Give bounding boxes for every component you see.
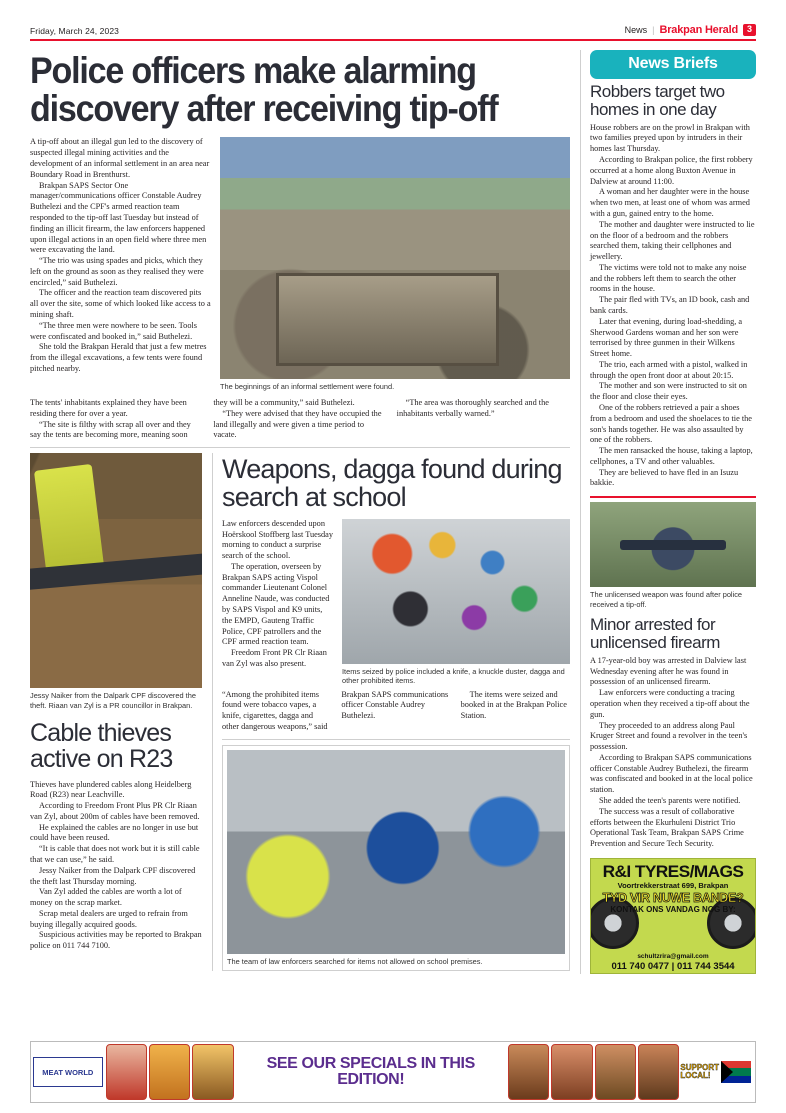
paragraph: “Among the prohibited items found were tobacco vapes, a knife, cigarettes, dagga and other dangerous weapons,” said Brakpan SAPS communications officer Constable Audrey Buthelezi.	[222, 689, 449, 732]
informal-settlement-photo	[220, 137, 570, 379]
tyres-ad-email[interactable]: schultzrira@gmail.com	[637, 952, 709, 960]
weapons-photo-block	[342, 519, 570, 686]
weapons-divider	[222, 739, 570, 740]
food-photo	[551, 1044, 592, 1100]
main-article-continuation	[30, 398, 570, 441]
food-photo	[149, 1044, 190, 1100]
briefs-divider	[590, 496, 756, 498]
paragraph: “The site is filthy with scrap all over and they say the tents are becoming more, meaning soon they will be a community,” said Buthelezi.	[30, 397, 355, 440]
lower-left-row	[30, 453, 570, 971]
publication-title: Brakpan Herald	[659, 24, 738, 36]
food-photo	[595, 1044, 636, 1100]
paragraph: A 17-year-old boy was arrested in Dalview last Wednesday evening after he was found in possession of an unlicensed firearm.	[590, 655, 747, 687]
paragraph: House robbers are on the prowl in Brakpan with two families preyed upon by intruders in their homes last Thursday.	[590, 122, 750, 154]
news-briefs-tab: News Briefs	[590, 50, 756, 79]
food-photo	[508, 1044, 549, 1100]
south-africa-flag-icon	[721, 1061, 751, 1083]
paragraph: According to Brakpan SAPS communications officer Constable Audrey Buthelezi, the firearm was confiscated and booked in at the local police station.	[590, 752, 753, 795]
paragraph: “The trio was using spades and picks, which they left on the ground as soon as they realised they were encircled,” said Buthelezi.	[30, 256, 204, 287]
main-article-col1	[30, 137, 211, 374]
paragraph: The operation, overseen by Brakpan SAPS acting Vispol commander Lieutenant Colonel Anneline Naude, was conducted by SAPS Vispol and K9 units, the EMPD, Gauteng Traffic Police, CPF patrollers and the CPF armed reaction team.	[222, 561, 330, 647]
main-content-zone	[30, 50, 570, 974]
support-local-line1: SUPPORT	[680, 1063, 720, 1072]
tyres-ad-name: R&I TYRES/MAGS	[602, 861, 744, 881]
masthead-divider: |	[652, 25, 655, 35]
weapons-article-headline: Weapons, dagga found during search at school	[222, 454, 562, 513]
tyres-ad-contact-line: KONTAK ONS VANDAG NOG BY:	[610, 905, 736, 915]
issue-date: Friday, March 24, 2023	[30, 26, 119, 36]
masthead-right	[625, 24, 756, 36]
paragraph: According to Brakpan police, the first robbery occurred at a home along Buxton Avenue in Dalview at around 11:00.	[590, 155, 753, 186]
paragraph: They are believed to have fled in an Isuzu bakkie.	[590, 467, 739, 488]
page-number-badge: 3	[743, 24, 756, 36]
seized-items-caption: Items seized by police included a knife, a knuckle duster, dagga and other prohibited items.	[342, 666, 565, 686]
main-article-block	[30, 137, 570, 441]
paragraph: One of the robbers retrieved a pair a shoes from a bedroom and used the shoelaces to tie the son's hands together. He was also assaulted by one of the robbers.	[590, 403, 752, 445]
school-photo-frame	[222, 745, 570, 971]
tyres-ad-phones[interactable]: 011 740 0477 | 011 744 3544	[611, 960, 735, 972]
paragraph: He explained the cables are no longer in use but could have been reused.	[30, 822, 199, 843]
section-label: News	[624, 25, 648, 35]
paragraph: Law enforcers descended upon Hoërskool Stoffberg last Tuesday morning to conduct a surprise search of the school.	[222, 518, 334, 561]
cable-photo-caption: Jessy Naiker from the Dalpark CPF discovered the theft. Riaan van Zyl is a PR councillor in Brakpan.	[30, 691, 196, 710]
paragraph: The trio, each armed with a pistol, walked in through the open front door at about 20:15.	[590, 359, 748, 380]
paragraph: Law enforcers were conducting a tracing operation when they received a tip-off about the gun.	[590, 688, 750, 719]
food-photo	[106, 1044, 147, 1100]
masthead	[30, 24, 756, 41]
paragraph: She added the teen's parents were notified.	[599, 796, 741, 806]
paragraph: Jessy Naiker from the Dalpark CPF discovered the theft last Thursday morning.	[30, 865, 196, 886]
tyres-ad-slogan: TYD VIR NUWE BANDE?	[602, 890, 744, 905]
paragraph: Van Zyl added the cables are worth a lot of money on the scrap market.	[30, 887, 182, 908]
seized-items-photo	[342, 519, 570, 664]
paragraph: They proceeded to an address along Paul Kruger Street and found a revolver in the teen's possession.	[590, 720, 748, 752]
paragraph: “They were advised that they have occupied the land illegally and were given a time period to vacate.	[213, 408, 382, 440]
weapons-text-col	[222, 519, 333, 686]
banner-message: SEE OUR SPECIALS IN THIS EDITION!	[266, 1054, 475, 1088]
paragraph: Later that evening, during load-shedding, a Sherwood Gardens woman and her son were terrorised by three gunmen in their Wilkens Street home.	[590, 316, 743, 359]
tyres-advert[interactable]	[590, 858, 756, 974]
meat-world-banner-advert[interactable]	[30, 1041, 756, 1103]
paragraph: The mother and son were instructed to sit on the floor and close their eyes.	[590, 381, 747, 402]
paragraph: “The three men were nowhere to be seen. Tools were confiscated and booked in,” said Buthelezi.	[30, 320, 197, 341]
school-photo-caption: The team of law enforcers searched for items not allowed on school premises.	[227, 956, 483, 966]
paragraph: Thieves have plundered cables along Heidelberg Road (R23) near Leachville.	[30, 779, 192, 800]
paragraph: The tents' inhabitants explained they have been residing there for over a year.	[30, 397, 187, 418]
paragraph: Suspicious activities may be reported to Brakpan police on 011 744 7100.	[30, 930, 202, 951]
paragraph: The victims were told not to make any noise and the robbers left them to search the other rooms in the house.	[590, 262, 747, 294]
cable-theft-photo	[30, 453, 202, 688]
paragraph: The officer and the reaction team discovered pits all over the site, some of which looked like access to a mining shaft.	[30, 288, 211, 319]
paragraph: The mother and daughter were instructed to lie on the floor of a bedroom and the robbers searched them, taking their cellphones and jewellery.	[590, 219, 755, 262]
tyres-ad-address: Voortrekkerstraat 699, Brakpan	[617, 880, 729, 890]
revolver-photo-caption: The unlicensed weapon was found after police received a tip-off.	[590, 590, 743, 609]
meat-world-logo: MEAT WORLD	[33, 1057, 103, 1087]
revolver-photo	[590, 502, 756, 587]
news-briefs-column	[580, 50, 756, 974]
paragraph: The items were seized and booked in at the Brakpan Police Station.	[460, 689, 567, 721]
page-body	[30, 50, 756, 974]
food-photo	[192, 1044, 233, 1100]
section-divider	[30, 447, 570, 448]
paragraph: A woman and her daughter were in the house when two men, at least one of whom was armed with a gun, gained entry to the home.	[590, 187, 750, 218]
paragraph: The men ransacked the house, taking a laptop, cellphones, a TV and other valuables.	[590, 446, 753, 466]
paragraph: According to Freedom Front Plus PR Clr Riaan van Zyl, about 200m of cables have been removed.	[30, 801, 200, 821]
paragraph: Scrap metal dealers are urged to refrain from buying illegally acquired goods.	[30, 908, 188, 929]
weapons-article-block	[212, 453, 570, 971]
food-photo	[638, 1044, 679, 1100]
hero-photo-caption: The beginnings of an informal settlement were found.	[220, 382, 395, 392]
tyres-ad-middle	[591, 892, 755, 915]
cable-article-headline: Cable thieves active on R23	[30, 719, 173, 774]
paragraph: Freedom Front PR Clr Riaan van Zyl was also present.	[222, 648, 327, 668]
weapons-continuation	[222, 690, 570, 733]
page-title: Police officers make alarming discovery after receiving tip-off	[30, 50, 498, 129]
brief-two-headline: Minor arrested for unlicensed firearm	[590, 615, 720, 653]
paragraph: A tip-off about an illegal gun led to the discovery of suspected illegal mining activities and the development of an informal settlement in an area near Boundary Road in Brenthurst.	[30, 137, 210, 179]
paragraph: The success was a result of collaborative efforts between the Ekurhuleni District Trio Operational Task Team, Brakpan SAPS Crime Prevention and Secure Tech Security.	[590, 806, 744, 849]
paragraph: “The area was thoroughly searched and the inhabitants verbally warned.”	[396, 397, 549, 418]
cable-article-block	[30, 453, 202, 971]
support-local-line2: LOCAL!	[680, 1071, 711, 1080]
hero-photo-block	[220, 137, 570, 391]
paragraph: The pair fled with TVs, an ID book, cash and bank cards.	[590, 295, 750, 315]
school-search-photo	[227, 750, 565, 954]
support-local-badge	[680, 1061, 755, 1083]
weapons-top-row	[222, 519, 570, 686]
paragraph: She told the Brakpan Herald that just a few metres from the illegal excavations, a few tents were found pitched nearby.	[30, 342, 207, 373]
paragraph: Brakpan SAPS Sector One manager/communications officer Constable Audrey Buthelezi and the CPF's armed reaction team responded to the tip-off last Tuesday but instead of finding an illicit firearm, the law enforcers happened upon illegal actions in an open field where three men were excavating the land.	[30, 180, 207, 255]
brief-one-headline: Robbers target two homes in one day	[590, 82, 725, 119]
paragraph: “It is cable that does not work but it is still cable that we can use,” he said.	[30, 844, 200, 864]
